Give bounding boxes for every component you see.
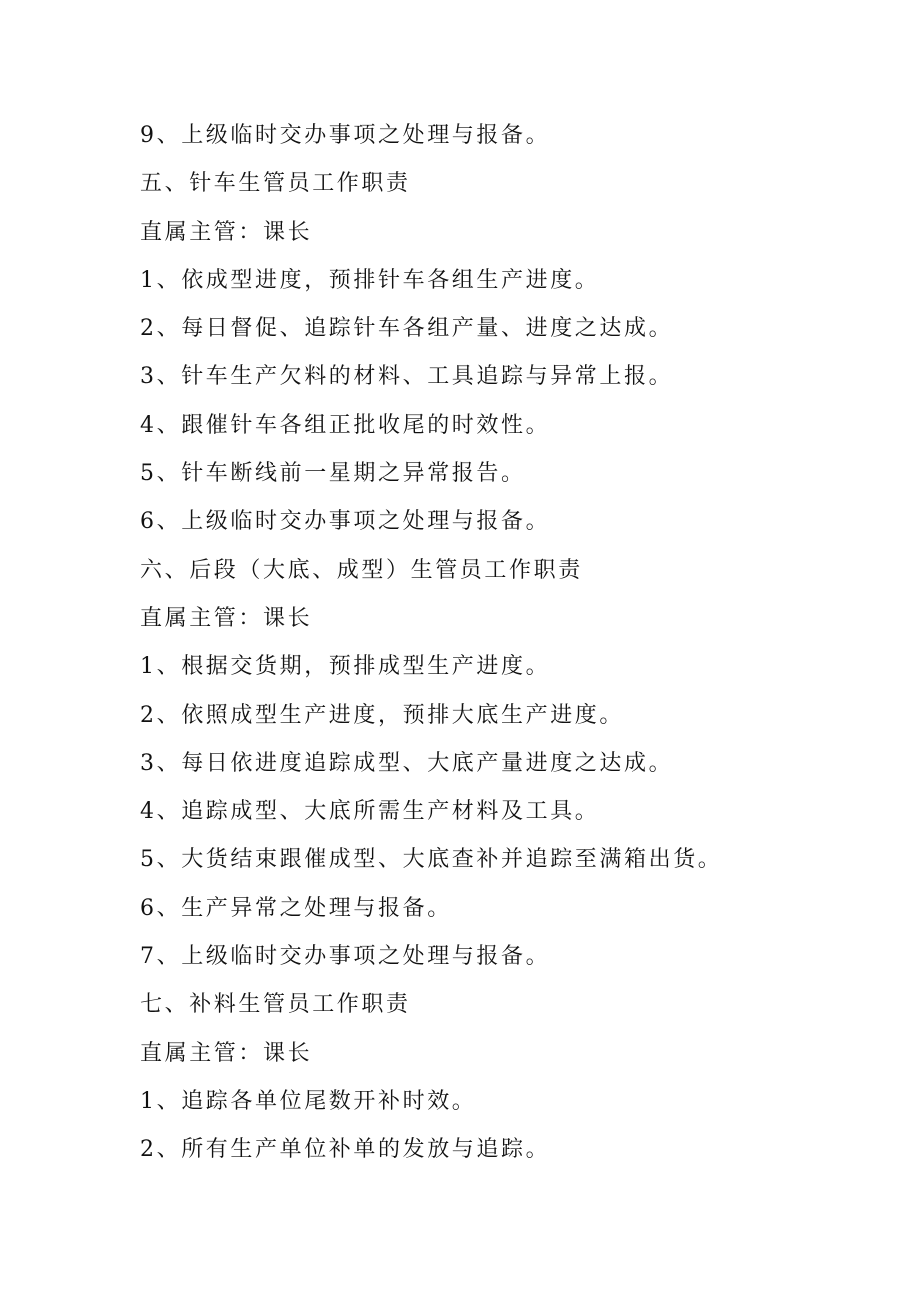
list-item: 3、每日依进度追踪成型、大底产量进度之达成。 <box>140 750 674 776</box>
list-item: 5、针车断线前一星期之异常报告。 <box>140 461 526 487</box>
list-item: 1、根据交货期，预排成型生产进度。 <box>140 654 551 680</box>
list-item: 6、生产异常之处理与报备。 <box>140 895 452 921</box>
list-item: 3、针车生产欠料的材料、工具追踪与异常上报。 <box>140 364 674 390</box>
list-item: 4、追踪成型、大底所需生产材料及工具。 <box>140 799 600 825</box>
list-item: 4、跟催针车各组正批收尾的时效性。 <box>140 412 551 438</box>
list-item: 1、追踪各单位尾数开补时效。 <box>140 1088 477 1114</box>
supervisor-line: 直属主管：课长 <box>140 605 313 631</box>
list-item-9-temporary-tasks: 9、上级临时交办事项之处理与报备。 <box>140 123 551 148</box>
section-heading-7: 七、补料生管员工作职责 <box>140 992 411 1018</box>
section-heading-6: 六、后段（大底、成型）生管员工作职责 <box>140 557 583 583</box>
supervisor-line: 直属主管：课长 <box>140 1040 313 1066</box>
section-heading-5: 五、针车生管员工作职责 <box>140 171 411 197</box>
list-item: 6、上级临时交办事项之处理与报备。 <box>140 509 551 535</box>
supervisor-line: 直属主管：课长 <box>140 219 313 245</box>
list-item: 7、上级临时交办事项之处理与报备。 <box>140 944 551 970</box>
list-item: 2、所有生产单位补单的发放与追踪。 <box>140 1137 551 1163</box>
document-body <box>140 112 900 1175</box>
list-item: 5、大货结束跟催成型、大底查补并追踪至满箱出货。 <box>140 847 723 873</box>
list-item: 2、每日督促、追踪针车各组产量、进度之达成。 <box>140 316 674 342</box>
list-item: 1、依成型进度，预排针车各组生产进度。 <box>140 267 600 293</box>
list-item: 2、依照成型生产进度，预排大底生产进度。 <box>140 702 624 728</box>
